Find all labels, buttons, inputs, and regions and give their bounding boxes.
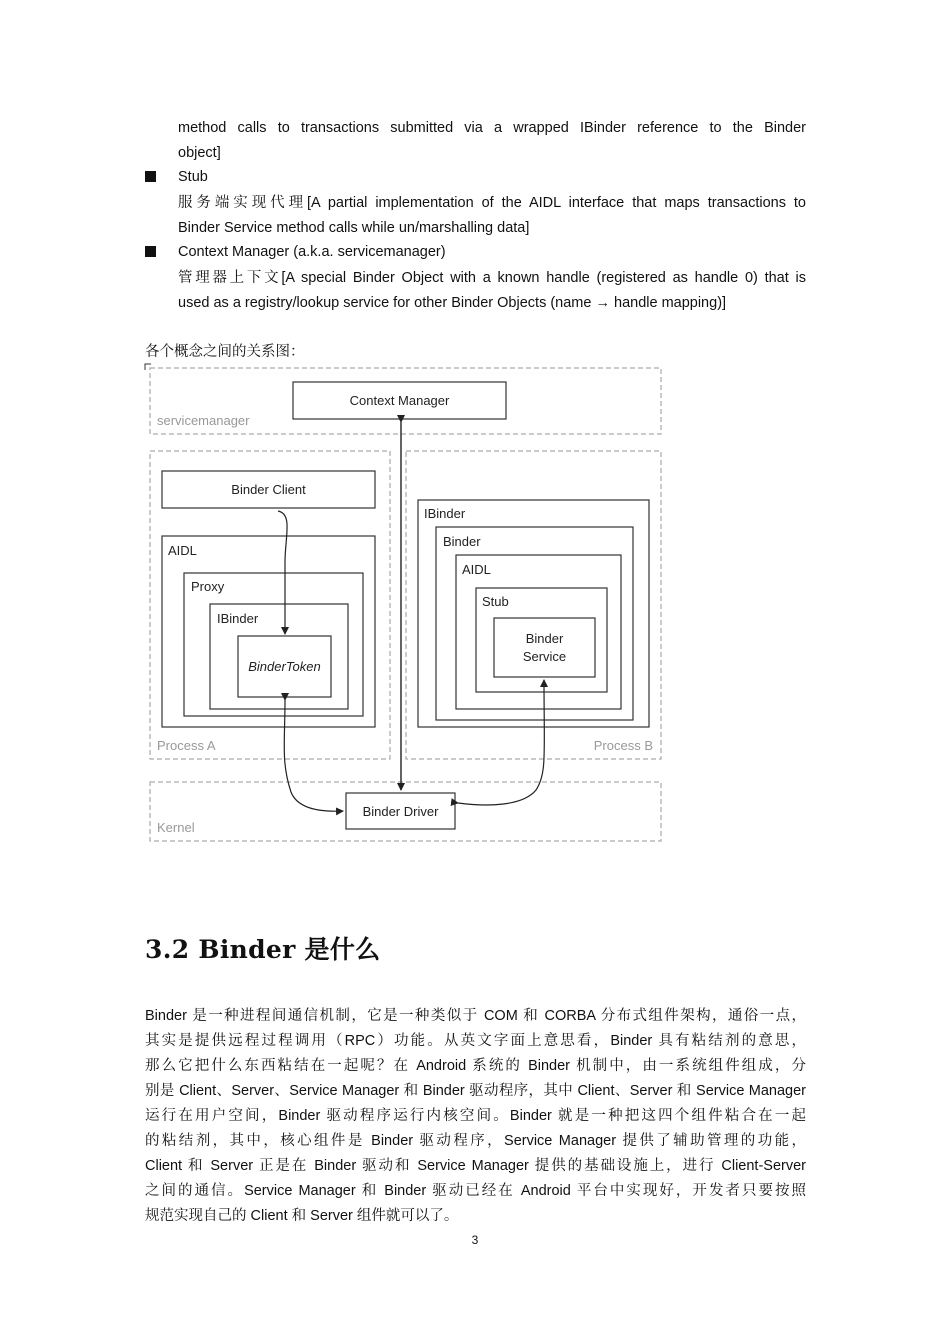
binder-token-label: BinderToken [248, 659, 321, 674]
binder-b-label: Binder [443, 534, 481, 549]
paragraph-line: 规范实现自己的 Client 和 Server 组件就可以了。 [145, 1208, 459, 1224]
proxy-label: Proxy [191, 579, 225, 594]
paragraph-line: Binder 是一种进程间通信机制，它是一种类似于 COM 和 CORBA 分布式组件架构，通俗一点， [145, 1008, 806, 1024]
stub-label: Stub [482, 594, 509, 609]
paragraph-line: 的粘结剂，其中，核心组件是 Binder 驱动程序，Service Manager 提供了辅助管理的功能， [145, 1133, 806, 1149]
process-b-label: Process B [593, 738, 653, 753]
proxy-description-line-2: object] [178, 145, 221, 161]
aidl-a-label: AIDL [168, 543, 197, 558]
section-heading: 3.2 Binder 是什么 [145, 935, 381, 964]
context-manager-title: Context Manager (a.k.a. servicemanager) [178, 244, 446, 260]
ibinder-b-label: IBinder [424, 506, 466, 521]
context-manager-description-line-1: 管理器上下文[A special Binder Object with a known handle (registered as handle 0) that is [178, 270, 806, 286]
stub-description-line-1: 服务端实现代理[A partial implementation of the AIDL interface that maps transactions to [178, 195, 806, 211]
section-paragraph [145, 1004, 806, 1229]
stub-title: Stub [178, 169, 208, 185]
context-manager-description-line-2: used as a registry/lookup service for other Binder Objects (name → handle mapping)] [178, 295, 727, 311]
binder-client-label: Binder Client [231, 482, 306, 497]
process-a-label: Process A [157, 738, 216, 753]
bullet-square-icon [145, 246, 156, 257]
paragraph-line: Client 和 Server 正是在 Binder 驱动和 Service Manager 提供的基础设施上，进行 Client-Server [145, 1158, 806, 1174]
aidl-a-box [162, 536, 375, 727]
aidl-b-label: AIDL [462, 562, 491, 577]
kernel-label: Kernel [157, 820, 195, 835]
token-driver-arrow [284, 700, 343, 811]
driver-service-arrow [458, 680, 544, 805]
paragraph-line: 运行在用户空间，Binder 驱动程序运行内核空间。Binder 就是一种把这四个组件粘合在一起 [145, 1108, 806, 1124]
binder-driver-label: Binder Driver [362, 804, 439, 819]
binder-service-label-1: Binder [525, 631, 564, 646]
paragraph-line: 之间的通信。Service Manager 和 Binder 驱动已经在 Android 平台中实现好，开发者只要按照 [145, 1183, 806, 1199]
binder-service-label-2: Service [522, 649, 567, 664]
context-manager-label: Context Manager [349, 393, 450, 408]
paragraph-line: 那么它把什么东西粘结在一起呢？在 Android 系统的 Binder 机制中，由一系统组件组成，分 [145, 1058, 806, 1074]
paragraph-line: 其实是提供远程过程调用（RPC）功能。从英文字面上意思看，Binder 具有粘结剂的意思， [145, 1033, 806, 1049]
binder-architecture-diagram [143, 362, 667, 846]
paragraph-line: 别是 Client、Server、Service Manager 和 Binder 驱动程序，其中 Client、Server 和 Service Manager [145, 1083, 806, 1099]
stub-description-line-2: Binder Service method calls while un/marshalling data] [178, 220, 530, 236]
bullet-square-icon [145, 171, 156, 182]
proxy-description-line-1: method calls to transactions submitted via a wrapped IBinder reference to the Binder [178, 120, 806, 136]
servicemanager-label: servicemanager [157, 413, 250, 428]
process-b-region [406, 451, 661, 759]
page-number: 3 [471, 1233, 479, 1247]
ibinder-a-label: IBinder [217, 611, 259, 626]
binder-service-box [494, 618, 595, 677]
diagram-caption: 各个概念之间的关系图： [145, 344, 305, 360]
